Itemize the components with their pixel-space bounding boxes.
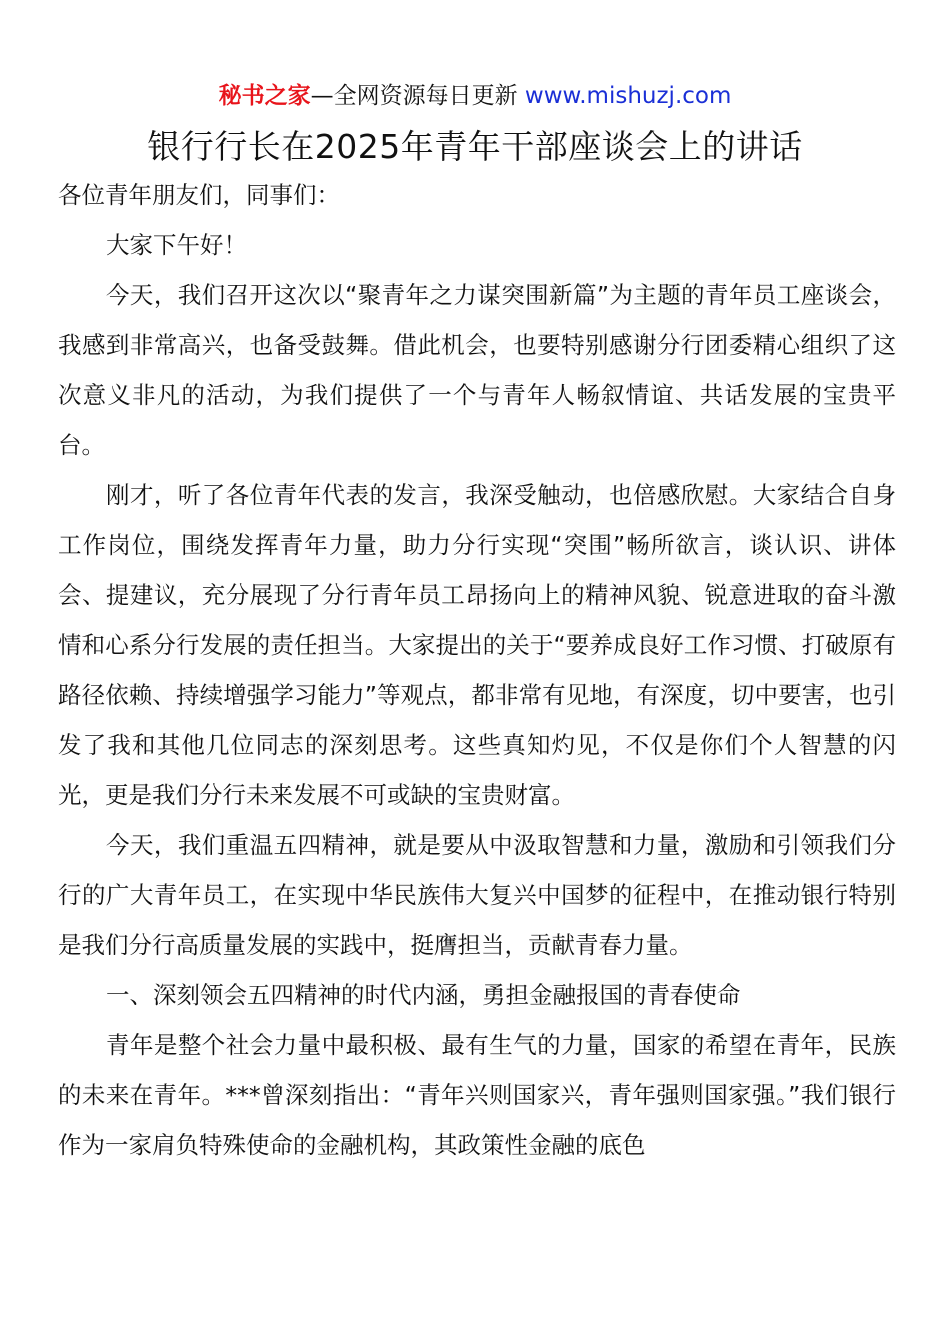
document-body (58, 170, 896, 1170)
paragraph: 青年是整个社会力量中最积极、最有生气的力量，国家的希望在青年，民族的未来在青年。***曾深刻指出：“青年兴则国家兴，青年强则国家强。”我们银行作为一家肩负特殊使命的金融机构，其政策性金融的底色 (58, 1031, 896, 1159)
greeting: 大家下午好！ (106, 231, 247, 259)
paragraph: 今天，我们重温五四精神，就是要从中汲取智慧和力量，激励和引领我们分行的广大青年员工，在实现中华民族伟大复兴中国梦的征程中，在推动银行特别是我们分行高质量发展的实践中，挺膺担当，贡献青春力量。 (58, 831, 896, 959)
site-url-link[interactable]: www.mishuzj.com (524, 83, 732, 109)
paragraph: 今天，我们召开这次以“聚青年之力谋突围新篇”为主题的青年员工座谈会，我感到非常高兴，也备受鼓舞。借此机会，也要特别感谢分行团委精心组织了这次意义非凡的活动，为我们提供了一个与青年人畅叙情谊、共话发展的宝贵平台。 (58, 281, 896, 459)
paragraph: 刚才，听了各位青年代表的发言，我深受触动，也倍感欣慰。大家结合自身工作岗位，围绕发挥青年力量，助力分行实现“突围”畅所欲言，谈认识、讲体会、提建议，充分展现了分行青年员工昂扬向上的精神风貌、锐意进取的奋斗激情和心系分行发展的责任担当。大家提出的关于“要养成良好工作习惯、打破原有路径依赖、持续增强学习能力”等观点，都非常有见地，有深度，切中要害，也引发了我和其他几位同志的深刻思考。这些真知灼见，不仅是你们个人智慧的闪光，更是我们分行未来发展不可或缺的宝贵财富。 (58, 481, 896, 809)
site-banner (0, 80, 950, 112)
document-title: 银行行长在2025年青年干部座谈会上的讲话 (147, 127, 803, 166)
section-heading: 一、深刻领会五四精神的时代内涵，勇担金融报国的青春使命 (106, 981, 741, 1009)
site-name: 秘书之家 (218, 83, 311, 109)
site-tagline: —全网资源每日更新 (310, 83, 518, 109)
salutation: 各位青年朋友们，同事们： (58, 181, 340, 209)
